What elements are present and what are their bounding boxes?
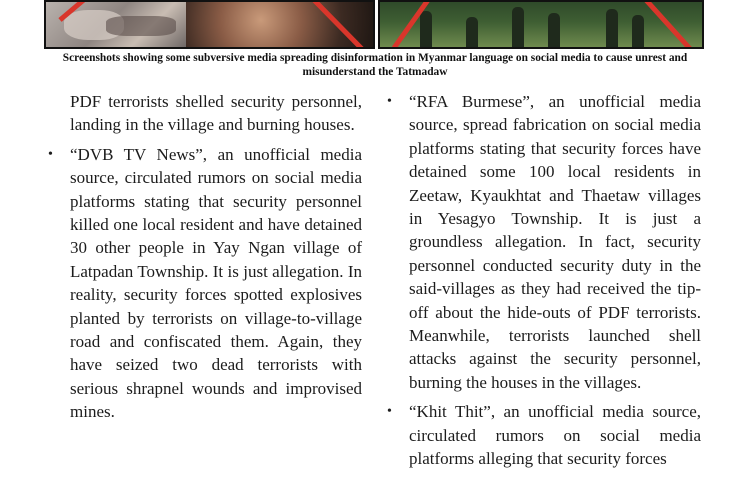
- bullet-icon: •: [48, 146, 53, 162]
- cross-mark-icon: [380, 2, 704, 49]
- list-item-text: “RFA Burmese”, an unofficial media source, spread fabrication on social media platforms stating that security forces have detained some 100 local residents in Zeetaw, Kyaukhtat and Thaetaw villages in Yesagyo Township. It is just a groundless allegation. In fact, security personnel conducted security duty in the said-villages as they had received the tip-off about the hide-outs of PDF terrorists. Meanwhile, terrorists launched shell attacks against the security personnel, burning the houses in the villages.: [409, 92, 701, 392]
- list-item: [48, 143, 362, 424]
- screenshot-image-right: [378, 0, 704, 49]
- bullet-icon: •: [387, 94, 392, 109]
- list-item-text: “Khit Thit”, an unofficial media source, circulated rumors on social media platforms alleging that security forces: [409, 402, 701, 469]
- list-item: [387, 90, 701, 394]
- figure-caption: Screenshots showing some subversive media spreading disinformation in Myanmar language on social media to cause unrest and misunderstand the Tatmadaw: [62, 52, 688, 78]
- bullet-icon: •: [387, 404, 392, 420]
- continued-paragraph: PDF terrorists shelled security personnel, landing in the village and burning houses.: [70, 92, 362, 135]
- left-column: [48, 90, 362, 430]
- screenshot-image-left: [44, 0, 375, 49]
- right-column: [387, 90, 701, 477]
- cross-mark-icon: [46, 2, 375, 49]
- list-item-text: “DVB TV News”, an unofficial media source, circulated rumors on social media platforms stating that security personnel killed one local resident and have detained 30 other people in Yay Ngan village of Latpadan Township. It is just allegation. In reality, security forces spotted explosives planted by terrorists on village-to-village road and confiscated them. Again, they have seized two dead terrorists with serious shrapnel wounds and improvised mines.: [70, 144, 362, 422]
